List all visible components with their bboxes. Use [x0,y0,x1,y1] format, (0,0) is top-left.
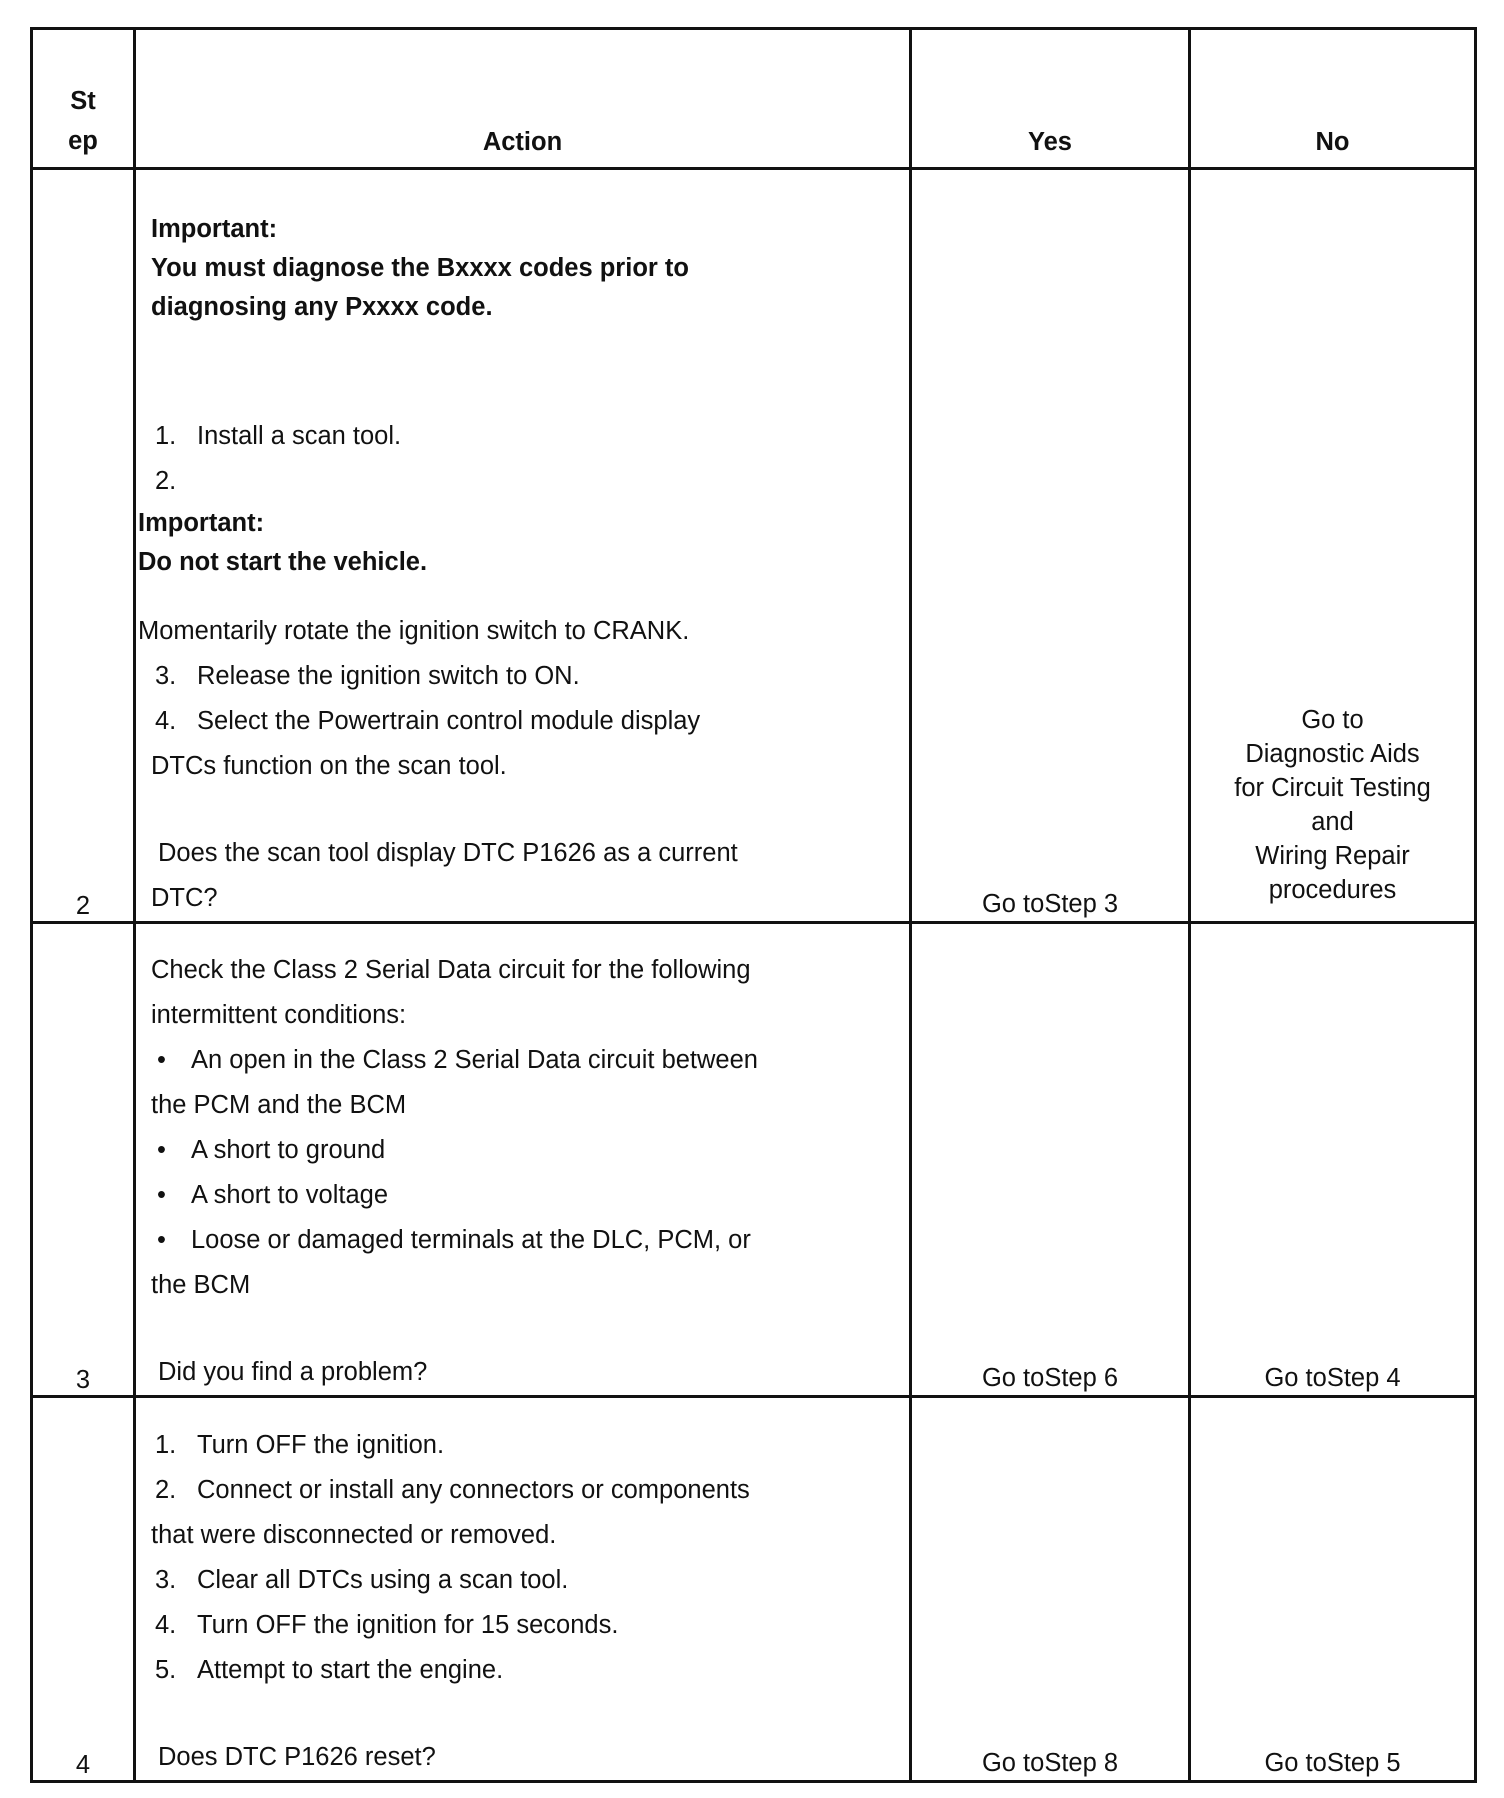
no-result: Go toStep 5 [1264,1749,1401,1777]
list-item [136,1468,909,1513]
list-item [136,1218,909,1263]
action-cell [135,169,911,923]
list-item [136,414,909,459]
step-number: 3 [32,923,135,1397]
list-continuation: that were disconnected or removed. [151,1521,557,1549]
list-number: 2. [155,1476,177,1504]
list-text: An open in the Class 2 Serial Data circuit between [191,1046,758,1074]
list-text: Select the Powertrain control module display [197,707,701,735]
list-number: 1. [155,1431,177,1459]
yes-result: Go toStep 6 [981,1364,1119,1392]
no-result-line: procedures [1268,876,1397,904]
list-continuation: the BCM [151,1271,251,1299]
no-result-line: Diagnostic Aids [1245,740,1420,768]
no-result-line: and [1311,808,1354,836]
list-continuation: DTCs function on the scan tool. [151,752,507,780]
list-text: Clear all DTCs using a scan tool. [197,1566,569,1594]
list-text: A short to voltage [191,1181,389,1209]
header-step-line1: St [70,87,96,115]
no-result-line: Wiring Repair [1255,842,1410,870]
list-text: Connect or install any connectors or components [197,1476,750,1504]
list-item [136,459,909,504]
list-text: A short to ground [191,1136,386,1164]
question-text: Does the scan tool display DTC P1626 as a current [158,839,738,867]
header-yes: Yes [911,29,1190,169]
header-step-line2: ep [68,127,98,155]
list-number: 3. [155,662,177,690]
yes-cell [911,169,1190,923]
header-row [32,29,1476,169]
bullet-icon: • [157,1136,166,1164]
header-action: Action [135,29,911,169]
bullet-icon: • [157,1046,166,1074]
action-cell [135,923,911,1397]
crank-text: Momentarily rotate the ignition switch to CRANK. [138,617,690,645]
no-result-line: Go to [1301,706,1364,734]
list-number: 1. [155,422,177,450]
no-cell [1190,169,1476,923]
no-result-line: for Circuit Testing [1234,774,1431,802]
list-item [136,654,909,699]
question-text: Does DTC P1626 reset? [158,1743,436,1771]
question-text: Did you find a problem? [158,1358,428,1386]
table-row [32,923,1476,1397]
yes-cell [911,923,1190,1397]
list-number: 4. [155,707,177,735]
action-cell [135,1397,911,1782]
bullet-icon: • [157,1181,166,1209]
intro-text: Check the Class 2 Serial Data circuit for the following [151,956,751,984]
list-item [136,1648,909,1693]
list-number: 5. [155,1656,177,1684]
list-text: Turn OFF the ignition. [197,1431,445,1459]
no-cell [1190,923,1476,1397]
list-item [136,1558,909,1603]
important-line: Do not start the vehicle. [138,548,428,576]
list-item [136,699,909,744]
no-cell [1190,1397,1476,1782]
list-item [136,1603,909,1648]
yes-cell [911,1397,1190,1782]
yes-result: Go toStep 8 [981,1749,1119,1777]
list-item [136,1128,909,1173]
important-label: Important: [138,509,265,537]
step-number: 2 [32,169,135,923]
important-label: Important: [151,215,278,243]
question-text: DTC? [151,884,218,912]
yes-result: Go toStep 3 [981,890,1119,918]
list-number: 2. [155,467,177,495]
header-no: No [1190,29,1476,169]
list-text: Release the ignition switch to ON. [197,662,580,690]
important-line: You must diagnose the Bxxxx codes prior to [151,254,689,282]
table-row [32,169,1476,923]
list-number: 4. [155,1611,177,1639]
intro-text: intermittent conditions: [151,1001,407,1029]
list-item [136,1038,909,1083]
list-item [136,1423,909,1468]
list-number: 3. [155,1566,177,1594]
list-text: Turn OFF the ignition for 15 seconds. [197,1611,619,1639]
list-text: Loose or damaged terminals at the DLC, PCM, or [191,1226,751,1254]
list-item [136,1173,909,1218]
bullet-icon: • [157,1226,166,1254]
diagnostic-table [30,27,1477,1783]
table-row [32,1397,1476,1782]
step-number: 4 [32,1397,135,1782]
no-result: Go toStep 4 [1264,1364,1401,1392]
list-continuation: the PCM and the BCM [151,1091,407,1119]
header-step [32,29,135,169]
list-text: Install a scan tool. [197,422,402,450]
list-text: Attempt to start the engine. [197,1656,504,1684]
important-line: diagnosing any Pxxxx code. [151,293,493,321]
